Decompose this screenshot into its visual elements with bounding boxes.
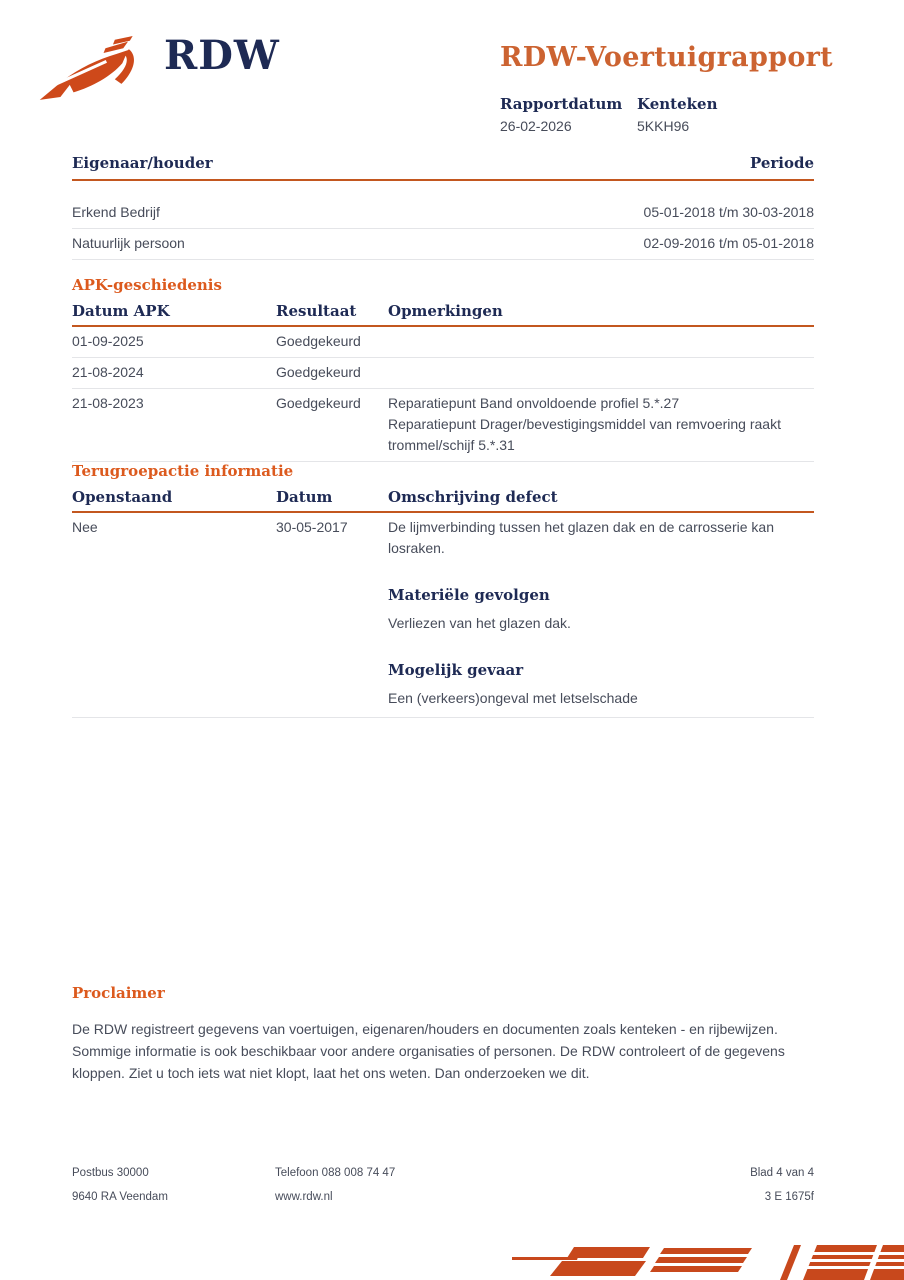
apk-date: 01-09-2025 xyxy=(72,333,144,349)
apk-remark-line: Reparatiepunt Band onvoldoende profiel 5.*.27 xyxy=(388,395,680,411)
proclaimer-title: Proclaimer xyxy=(72,984,165,1002)
owner-period: 05-01-2018 t/m 30-03-2018 xyxy=(643,204,814,220)
apk-result: Goedgekeurd xyxy=(276,395,361,411)
owner-column-header: Eigenaar/houder xyxy=(72,154,213,172)
license-plate-value: 5KKH96 xyxy=(637,118,690,135)
apk-history-section xyxy=(72,276,814,462)
page-footer xyxy=(72,1167,814,1203)
footer-doc-code: 3 E 1675f xyxy=(764,1191,814,1203)
table-row xyxy=(72,389,814,462)
speed-stripes-icon xyxy=(512,1243,904,1280)
report-meta xyxy=(500,95,840,134)
possible-danger-label: Mogelijk gevaar xyxy=(388,661,524,679)
apk-table-header xyxy=(72,302,814,327)
owner-period: 02-09-2016 t/m 05-01-2018 xyxy=(643,235,814,251)
recall-description-cell xyxy=(388,517,814,709)
material-consequences-label: Materiële gevolgen xyxy=(388,586,550,604)
owner-table-header xyxy=(72,154,814,181)
owner-name: Natuurlijk persoon xyxy=(72,235,185,251)
apk-result: Goedgekeurd xyxy=(276,333,361,349)
table-row xyxy=(72,358,814,389)
rdw-logo xyxy=(36,34,280,116)
footer-phone: Telefoon 088 008 74 47 xyxy=(275,1167,396,1179)
table-row xyxy=(72,327,814,358)
owner-table-body xyxy=(72,198,814,260)
rdw-feather-icon xyxy=(36,34,158,116)
footer-row xyxy=(72,1167,814,1179)
footer-row xyxy=(72,1191,814,1203)
apk-remarks xyxy=(388,331,814,352)
footer-city: 9640 RA Veendam xyxy=(72,1191,168,1203)
footer-postbus: Postbus 30000 xyxy=(72,1167,149,1179)
report-date-label: Rapportdatum xyxy=(500,95,623,114)
proclaimer-section xyxy=(72,984,814,1084)
apk-result-column-header: Resultaat xyxy=(276,302,357,320)
material-consequences-text: Verliezen van het glazen dak. xyxy=(388,615,571,631)
report-date-value: 26-02-2026 xyxy=(500,118,572,135)
recall-table-header xyxy=(72,488,814,513)
recall-description-column-header: Omschrijving defect xyxy=(388,488,558,506)
table-row xyxy=(72,229,814,260)
apk-date: 21-08-2023 xyxy=(72,395,144,411)
apk-result: Goedgekeurd xyxy=(276,364,361,380)
license-plate-label: Kenteken xyxy=(637,95,718,114)
owner-section xyxy=(72,154,814,260)
apk-remarks xyxy=(388,393,814,456)
recall-date-column-header: Datum xyxy=(276,488,333,506)
apk-remarks-column-header: Opmerkingen xyxy=(388,302,503,320)
apk-section-title: APK-geschiedenis xyxy=(72,276,222,294)
recall-date-value: 30-05-2017 xyxy=(276,519,348,535)
owner-name: Erkend Bedrijf xyxy=(72,204,160,220)
recall-defect-description: De lijmverbinding tussen het glazen dak en de carrosserie kan losraken. xyxy=(388,519,774,556)
rdw-logo-text: RDW xyxy=(164,32,280,79)
page-title: RDW-Voertuigrapport xyxy=(500,42,833,73)
table-row xyxy=(72,513,814,718)
proclaimer-text: De RDW registreert gegevens van voertuigen, eigenaren/houders en documenten zoals kenteken - en rijbewijzen. Sommige informatie is ook beschikbaar voor andere organisaties of personen. De RDW controleert of de gegevens kloppen. Ziet u toch iets wat niet klopt, laat het ons weten. Dan onderzoeken we dit. xyxy=(72,1021,785,1081)
apk-date-column-header: Datum APK xyxy=(72,302,170,320)
report-header xyxy=(500,42,840,134)
license-plate-block xyxy=(637,95,774,134)
recall-open-value: Nee xyxy=(72,519,98,535)
report-date-block xyxy=(500,95,637,134)
possible-danger-text: Een (verkeers)ongeval met letselschade xyxy=(388,690,638,706)
table-row xyxy=(72,198,814,229)
footer-website: www.rdw.nl xyxy=(275,1191,333,1203)
apk-remarks xyxy=(388,362,814,383)
footer-page-indicator: Blad 4 van 4 xyxy=(750,1167,814,1179)
period-column-header: Periode xyxy=(749,154,814,172)
recall-section-title: Terugroepactie informatie xyxy=(72,462,294,480)
apk-remark-line: Reparatiepunt Drager/bevestigingsmiddel van remvoering raakt trommel/schijf 5.*.31 xyxy=(388,416,781,453)
apk-date: 21-08-2024 xyxy=(72,364,144,380)
recall-section xyxy=(72,462,814,718)
recall-open-column-header: Openstaand xyxy=(72,488,173,506)
